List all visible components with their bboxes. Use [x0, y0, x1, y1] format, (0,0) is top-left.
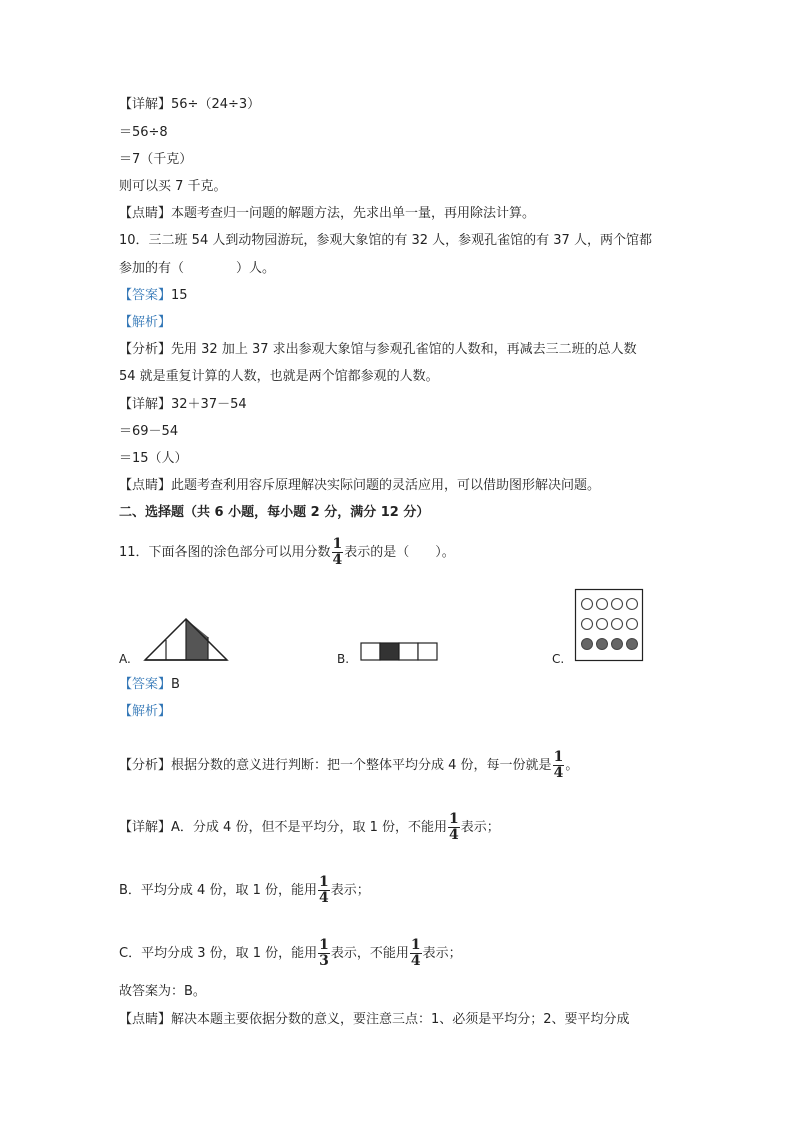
q11-detail-b-text: B．平均分成 4 份，取 1 份，能用 [119, 883, 317, 898]
q9-tip [119, 205, 535, 223]
fraction-one-quarter: $\frac{1}{4}$ [553, 749, 564, 781]
q10-analysis-tag: 【解析】 [119, 315, 172, 330]
q11-stem-end: 表示的是（ ）。 [344, 545, 455, 560]
q11-detail-a-text: A．分成 4 份，但不是平均分，取 1 份，不能用 [171, 820, 447, 835]
option-a-triangle-figure [140, 615, 232, 663]
bar-cell-3 [399, 643, 418, 660]
q9-detail-line1 [119, 96, 260, 114]
q11-detail-c [119, 937, 462, 971]
fraction-one-quarter: $\frac{1}{4}$ [410, 937, 421, 969]
bar-cell-2-shaded [380, 643, 399, 660]
detail-tag: 【详解】 [119, 97, 172, 112]
q11-fenxi-end: 。 [565, 758, 579, 773]
fraction-one-quarter: $\frac{1}{4}$ [319, 874, 329, 906]
q11-detail-a-end: 表示； [460, 820, 500, 835]
q10-tip [119, 477, 600, 495]
q9-detail-expr: 56÷（24÷3） [171, 97, 261, 112]
tip-tag: 【点睛】 [119, 478, 172, 493]
q10-fenxi-line1 [119, 341, 637, 359]
q11-detail-c-mid: 表示，不能用 [330, 946, 409, 961]
q11-detail-a [119, 811, 500, 845]
q11-fenxi-text: 根据分数的意义进行判断：把一个整体平均分成 4 份，每一份就是 [171, 758, 552, 773]
fenxi-tag: 【分析】 [119, 342, 172, 357]
answer-tag: 【答案】 [119, 677, 172, 692]
q11-tip [119, 1011, 630, 1029]
fraction-one-third: $\frac{1}{3}$ [319, 937, 329, 969]
detail-tag: 【详解】 [119, 820, 172, 835]
q10-fenxi-text1: 先用 32 加上 37 求出参观大象馆与参观孔雀馆的人数和，再减去三二班的总人数 [171, 342, 637, 357]
q10-detail-expr: 32＋37－54 [171, 397, 247, 412]
q11-final-answer: 故答案为：B。 [119, 984, 206, 999]
q11-stem [119, 536, 455, 570]
option-b-bar-figure [358, 641, 442, 663]
q11-answer-value: B [171, 677, 180, 692]
fraction-one-quarter: $\frac{1}{4}$ [332, 536, 343, 568]
q10-detail-line1 [119, 396, 247, 414]
q11-detail-b [119, 874, 370, 908]
q11-stem-text: 11．下面各图的涂色部分可以用分数 [119, 545, 331, 560]
q11-detail-c-text: C．平均分成 3 份，取 1 份，能用 [119, 946, 318, 961]
option-a-label: A. [119, 652, 131, 666]
q10-answer [119, 287, 188, 305]
fenxi-tag: 【分析】 [119, 758, 172, 773]
q10-detail-line3: ＝15（人） [119, 451, 188, 466]
q10-detail-line2: ＝69－54 [119, 424, 179, 439]
q11-detail-c-end: 表示； [422, 946, 462, 961]
detail-tag: 【详解】 [119, 397, 172, 412]
option-b-label: B. [337, 652, 350, 666]
q9-tip-text: 本题考查归一问题的解题方法，先求出单一量，再用除法计算。 [171, 206, 536, 221]
q10-tip-text: 此题考查利用容斥原理解决实际问题的灵活应用，可以借助图形解决问题。 [171, 478, 601, 493]
tip-tag: 【点睛】 [119, 206, 172, 221]
q11-tip-text: 解决本题主要依据分数的意义，要注意三点：1、必须是平均分；2、要平均分成 [171, 1012, 630, 1027]
triangle-shaded-part [186, 619, 208, 660]
tip-tag: 【点睛】 [119, 1012, 172, 1027]
q10-stem-line2: 参加的有（ ）人。 [119, 261, 276, 276]
q10-stem-line1: 10．三二班 54 人到动物园游玩，参观大象馆的有 32 人，参观孔雀馆的有 37 人，两个馆都 [119, 233, 652, 248]
q11-detail-b-end: 表示； [330, 883, 370, 898]
q11-fenxi [119, 749, 578, 783]
fraction-one-quarter: $\frac{1}{4}$ [448, 811, 459, 843]
q10-answer-value: 15 [171, 288, 188, 303]
section-title: 二、选择题（共 6 小题，每小题 2 分，满分 12 分） [119, 505, 430, 520]
option-c-circles-figure [574, 588, 644, 662]
bar-cell-4 [418, 643, 437, 660]
bar-cell-1 [361, 643, 380, 660]
q10-fenxi-line2: 54 就是重复计算的人数，也就是两个馆都参观的人数。 [119, 369, 439, 384]
q11-analysis-tag: 【解析】 [119, 704, 172, 719]
q9-conclusion: 则可以买 7 千克。 [119, 179, 227, 194]
q9-detail-line3: ＝7（千克） [119, 152, 193, 167]
q9-detail-line2: ＝56÷8 [119, 125, 168, 140]
option-c-label: C. [552, 652, 565, 666]
q11-answer [119, 676, 180, 694]
answer-tag: 【答案】 [119, 288, 172, 303]
